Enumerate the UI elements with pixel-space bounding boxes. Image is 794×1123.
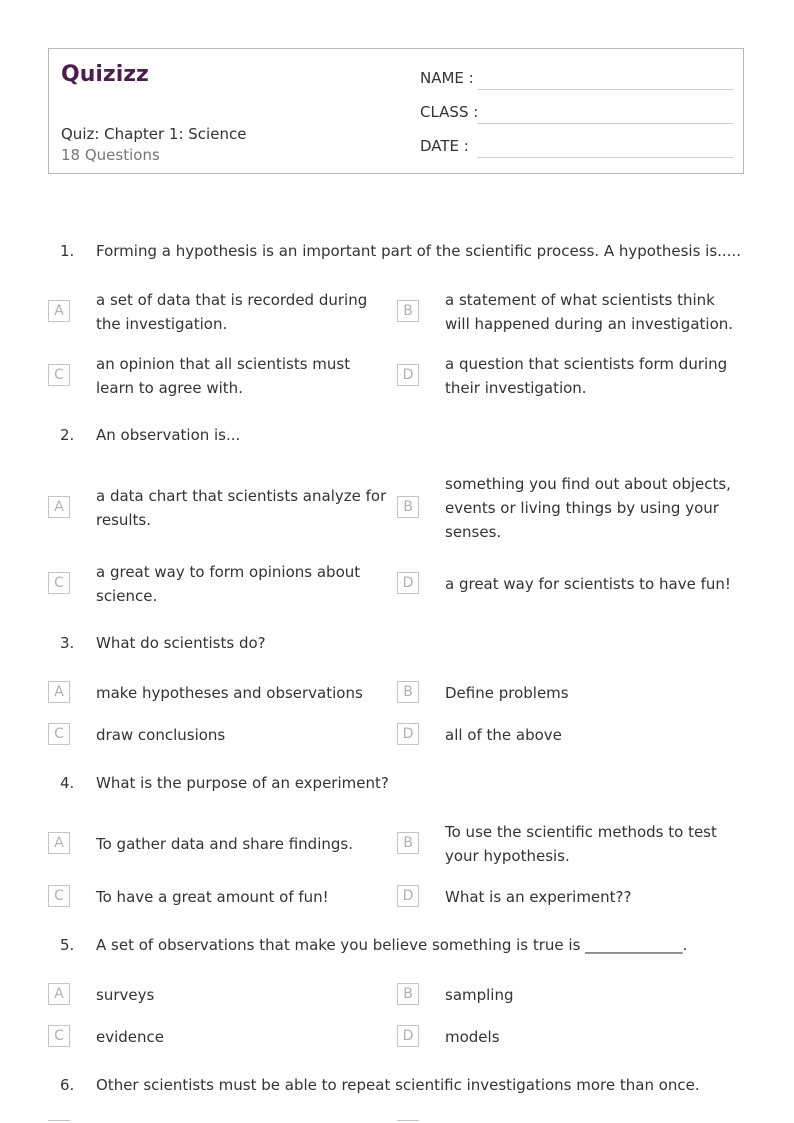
option-text: a statement of what scientists think will happened during an investigation. [445, 291, 734, 333]
question-count: 18 Questions [61, 146, 160, 164]
date-line[interactable] [477, 157, 733, 158]
option-letter-c[interactable]: C [48, 723, 70, 745]
option-letter-c[interactable]: C [48, 885, 70, 907]
option-text: a data chart that scientists analyze for results. [96, 487, 387, 529]
option-text: To use the scientific methods to test your hypothesis. [445, 823, 717, 865]
option-text: an opinion that all scientists must learn to agree with. [96, 355, 351, 397]
option-letter-b[interactable]: B [397, 300, 419, 322]
option-text: a great way to form opinions about science. [96, 563, 361, 605]
option-letter-d[interactable]: D [397, 1025, 419, 1047]
option-letter-b[interactable]: B [397, 983, 419, 1005]
option-box-cut [397, 1120, 419, 1121]
class-line[interactable] [477, 123, 733, 124]
option-text: a question that scientists form during their investigation. [445, 355, 728, 397]
question-number: 2. [60, 426, 75, 444]
question-number: 4. [60, 774, 75, 792]
option-text: draw conclusions [96, 726, 226, 744]
option-letter-b[interactable]: B [397, 496, 419, 518]
question-text: What is the purpose of an experiment? [96, 774, 389, 792]
option-box-cut [48, 1120, 70, 1121]
option-letter-d[interactable]: D [397, 364, 419, 386]
question-text: Other scientists must be able to repeat scientific investigations more than once. [96, 1076, 700, 1094]
option-text: make hypotheses and observations [96, 684, 363, 702]
option-text: a great way for scientists to have fun! [445, 575, 731, 593]
class-label: CLASS : [420, 103, 479, 121]
question-text: What do scientists do? [96, 634, 266, 652]
name-line[interactable] [477, 89, 733, 90]
question-number: 6. [60, 1076, 75, 1094]
option-letter-a[interactable]: A [48, 681, 70, 703]
option-text: a set of data that is recorded during the investigation. [96, 291, 368, 333]
option-text: surveys [96, 986, 155, 1004]
option-text: What is an experiment?? [445, 888, 632, 906]
option-text: sampling [445, 986, 514, 1004]
question-number: 3. [60, 634, 75, 652]
option-text: To have a great amount of fun! [96, 888, 329, 906]
name-label: NAME : [420, 69, 474, 87]
option-text: To gather data and share findings. [96, 835, 353, 853]
date-label: DATE : [420, 137, 469, 155]
worksheet-header [48, 48, 744, 174]
option-letter-a[interactable]: A [48, 300, 70, 322]
logo-text: Quizizz [61, 62, 149, 87]
question-number: 1. [60, 242, 75, 260]
option-text: evidence [96, 1028, 165, 1046]
option-letter-c[interactable]: C [48, 364, 70, 386]
question-text: Forming a hypothesis is an important part of the scientific process. A hypothesis is..... [96, 242, 741, 260]
option-letter-d[interactable]: D [397, 572, 419, 594]
quizizz-logo [61, 57, 161, 89]
option-text: models [445, 1028, 500, 1046]
option-letter-a[interactable]: A [48, 496, 70, 518]
option-text: all of the above [445, 726, 562, 744]
option-text: Define problems [445, 684, 569, 702]
option-letter-a[interactable]: A [48, 832, 70, 854]
option-text: something you find out about objects, events or living things by using your senses. [445, 475, 731, 541]
option-letter-c[interactable]: C [48, 1025, 70, 1047]
option-letter-b[interactable]: B [397, 832, 419, 854]
question-text: A set of observations that make you believe something is true is _____________. [96, 936, 688, 954]
question-text: An observation is... [96, 426, 241, 444]
question-number: 5. [60, 936, 75, 954]
option-letter-b[interactable]: B [397, 681, 419, 703]
option-letter-d[interactable]: D [397, 885, 419, 907]
option-letter-a[interactable]: A [48, 983, 70, 1005]
option-letter-d[interactable]: D [397, 723, 419, 745]
option-letter-c[interactable]: C [48, 572, 70, 594]
quiz-title: Quiz: Chapter 1: Science [61, 125, 247, 143]
